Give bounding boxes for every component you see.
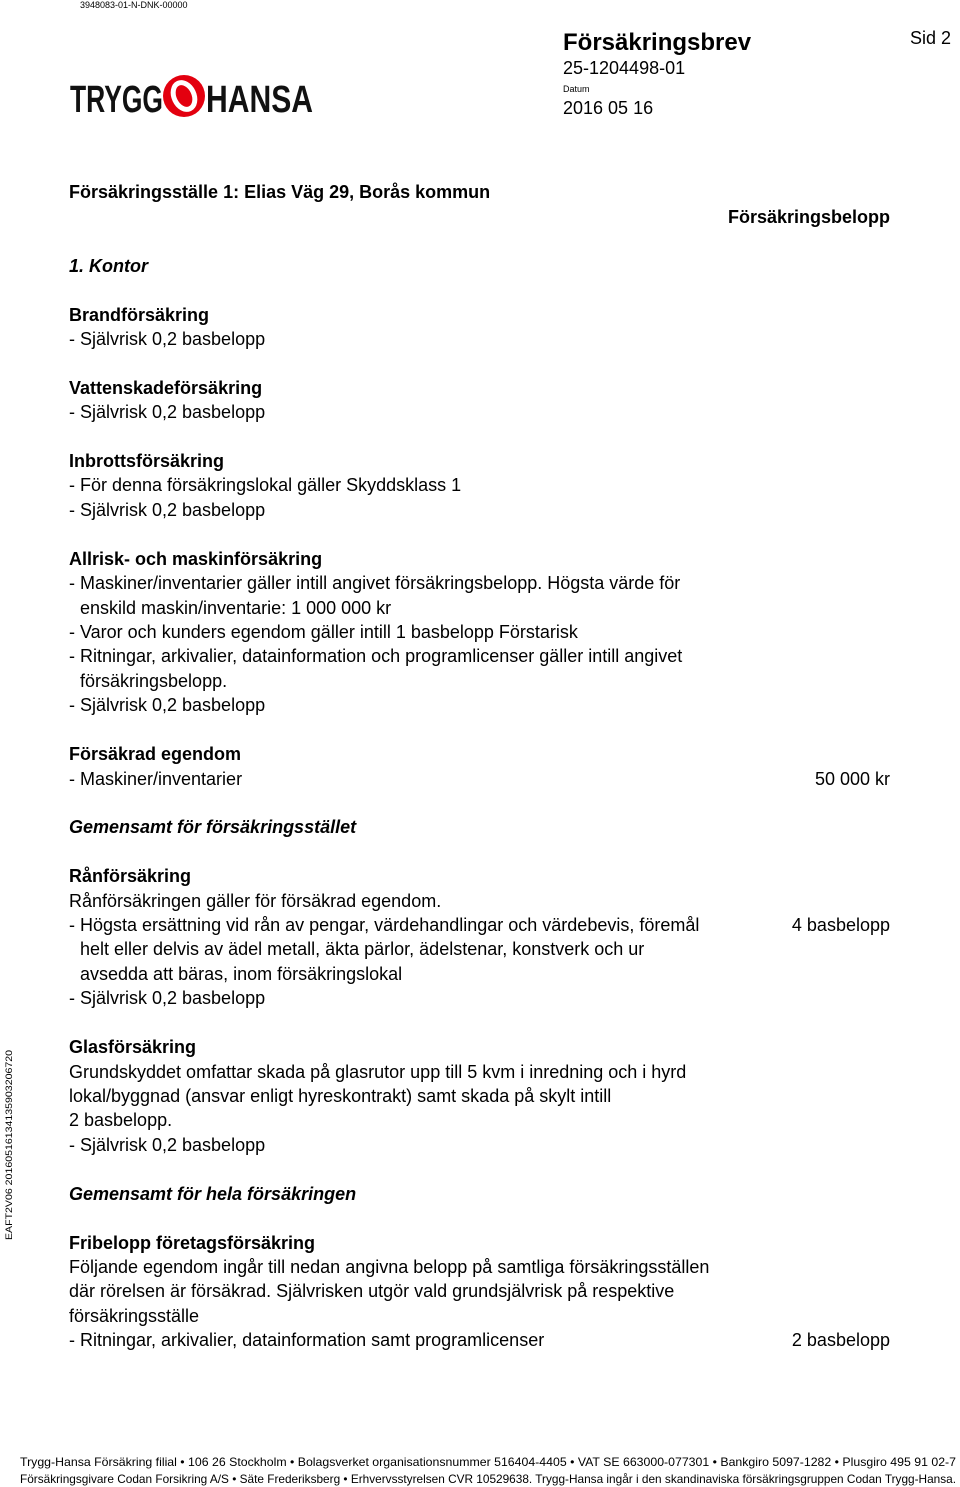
coverage-line: helt eller delvis av ädel metall, äkta pärlor, ädelstenar, konstverk och ur bbox=[80, 939, 645, 960]
coverage-title: Rånförsäkring bbox=[69, 866, 192, 887]
coverage-line: - Ritningar, arkivalier, datainformation och programlicenser gäller intill angivet bbox=[69, 646, 683, 667]
coverage-line: - Självrisk 0,2 basbelopp bbox=[69, 695, 266, 716]
side-document-code bbox=[0, 1040, 18, 1250]
coverage-line bbox=[69, 767, 890, 791]
spacer bbox=[69, 278, 890, 302]
coverage-line: försäkringsbelopp. bbox=[80, 670, 228, 691]
coverage-title: Fribelopp företagsförsäkring bbox=[69, 1232, 316, 1253]
trygg-hansa-logo bbox=[60, 60, 340, 130]
spacer bbox=[69, 1157, 890, 1181]
logo-word-right: HANSA bbox=[206, 79, 313, 121]
coverage-line: lokal/byggnad (ansvar enligt hyreskontrakt) samt skada på skylt intill bbox=[69, 1086, 612, 1106]
coverage-line: - Självrisk 0,2 basbelopp bbox=[69, 328, 266, 349]
spacer bbox=[69, 718, 890, 742]
coverage-line: - För denna försäkringslokal gäller Skyddsklass 1 bbox=[69, 475, 462, 496]
coverage-line: - Självrisk 0,2 basbelopp bbox=[69, 499, 266, 520]
coverage-line: Grundskyddet omfattar skada på glasrutor upp till 5 kvm i inredning och i hyrd bbox=[69, 1061, 687, 1082]
object-title: 1. Kontor bbox=[69, 255, 148, 276]
coverage-title: Glasförsäkring bbox=[69, 1037, 197, 1058]
amount-column-header: Försäkringsbelopp bbox=[727, 206, 890, 227]
line-text: - Maskiner/inventarier bbox=[69, 768, 243, 789]
coverage-line bbox=[69, 1328, 890, 1352]
coverage-title: Allrisk- och maskinförsäkring bbox=[69, 548, 323, 569]
coverage-title: Inbrottsförsäkring bbox=[69, 451, 225, 472]
coverage-title: Vattenskadeförsäkring bbox=[69, 377, 263, 398]
coverage-title: Försäkrad egendom bbox=[69, 744, 242, 765]
coverage-line: Följande egendom ingår till nedan angivna belopp på samtliga försäkringsställen bbox=[69, 1256, 710, 1277]
spacer bbox=[69, 791, 890, 815]
spacer bbox=[69, 840, 890, 864]
coverage-line: - Varor och kunders egendom gäller intill 1 basbelopp Förstarisk bbox=[69, 621, 578, 642]
side-code-text: EAFT2V06 20160516134135903206720 bbox=[4, 1078, 14, 1240]
coverage-line: Rånförsäkringen gäller för försäkrad egendom. bbox=[69, 890, 442, 911]
coverage-title: Brandförsäkring bbox=[69, 304, 210, 325]
insured-amount: 50 000 kr bbox=[814, 768, 890, 789]
coverage-line: - Självrisk 0,2 basbelopp bbox=[69, 988, 266, 1009]
coverage-line: - Självrisk 0,2 basbelopp bbox=[69, 1134, 266, 1155]
coverage-line: försäkringsställe bbox=[69, 1305, 200, 1326]
insured-amount: 4 basbelopp bbox=[791, 915, 890, 936]
coverage-line: enskild maskin/inventarie: 1 000 000 kr bbox=[80, 597, 392, 618]
spacer bbox=[69, 351, 890, 375]
line-text: - Ritningar, arkivalier, datainformation samt programlicenser bbox=[69, 1330, 545, 1351]
coverage-line: - Maskiner/inventarier gäller intill angivet försäkringsbelopp. Högsta värde för bbox=[69, 573, 681, 594]
footer-line-2: Försäkringsgivare Codan Forsikring A/S • Säte Frederiksberg • Erhvervsstyrelsen CVR 10529638. Trygg-Hansa ingår i den skandinaviska försäkringsgruppen Codan Trygg-Hansa. bbox=[20, 1472, 956, 1486]
spacer bbox=[69, 522, 890, 546]
spacer bbox=[69, 1011, 890, 1035]
coverage-line: 2 basbelopp. bbox=[69, 1110, 173, 1131]
policy-number: 25-1204498-01 bbox=[563, 58, 686, 78]
document-code: 3948083-01-N-DNK-00000 bbox=[80, 0, 188, 10]
logo-circle-icon bbox=[163, 75, 205, 117]
insured-amount: 2 basbelopp bbox=[791, 1330, 890, 1351]
coverage-line: - Självrisk 0,2 basbelopp bbox=[69, 402, 266, 423]
coverage-line: avsedda att bäras, inom försäkringslokal bbox=[80, 963, 403, 984]
footer-line-1: Trygg-Hansa Försäkring filial • 106 26 Stockholm • Bolagsverket organisationsnummer 516404-4405 • VAT SE 663000-077301 • Bankgiro 5097-1282 • Plusgiro 495 91 02-7 bbox=[20, 1455, 957, 1469]
location-title: Försäkringsställe 1: Elias Väg 29, Borås kommun bbox=[69, 182, 491, 203]
spacer bbox=[69, 229, 890, 253]
date-label: Datum bbox=[563, 84, 590, 94]
page-number: Sid 2 bbox=[910, 28, 952, 48]
line-text: - Högsta ersättning vid rån av pengar, värdehandlingar och värdebevis, föremål bbox=[69, 915, 700, 936]
footer bbox=[0, 1450, 960, 1487]
document-title: Försäkringsbrev bbox=[563, 29, 752, 56]
logo-word-left: TRYGG bbox=[70, 79, 163, 121]
coverage-line: där rörelsen är försäkrad. Självrisken utgör vald grundsjälvrisk på respektive bbox=[69, 1281, 675, 1302]
document-date: 2016 05 16 bbox=[563, 98, 654, 118]
spacer bbox=[69, 1206, 890, 1230]
section-title: Gemensamt för hela försäkringen bbox=[69, 1183, 357, 1204]
policy-content bbox=[69, 180, 890, 1352]
spacer bbox=[69, 425, 890, 449]
coverage-line bbox=[69, 913, 890, 937]
section-title: Gemensamt för försäkringsstället bbox=[69, 817, 357, 838]
